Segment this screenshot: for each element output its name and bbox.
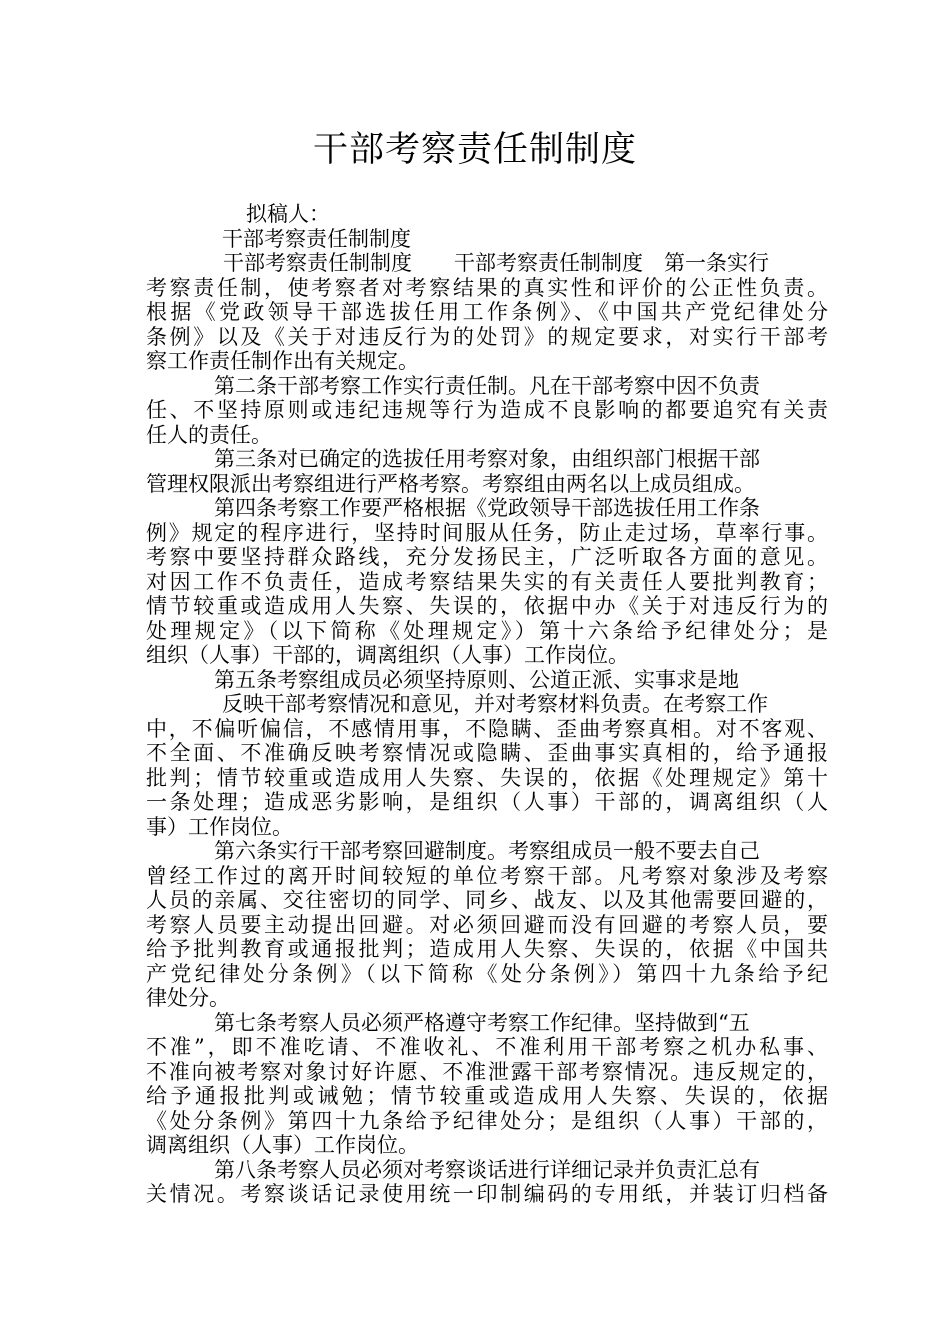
body-line: 任、不坚持原则或违纪违规等行为造成不良影响的都要追究有关责: [146, 398, 828, 422]
body-line: 批判；情节较重或造成用人失察、失误的，依据《处理规定》第十: [146, 766, 828, 790]
body-line: 事）工作岗位。: [146, 815, 293, 839]
body-line: 考察责任制，使考察者对考察结果的真实性和评价的公正性负责。: [146, 276, 828, 300]
body-line: 关情况。考察谈话记录使用统一印制编码的专用纸，并装订归档备: [146, 1182, 828, 1206]
body-line: 人员的亲属、交往密切的同学、同乡、战友、以及其他需要回避的，: [146, 888, 828, 912]
body-line: 根据《党政领导干部选拔任用工作条例》、《中国共产党纪律处分: [146, 300, 828, 324]
body-line: 一条处理；造成恶劣影响，是组织（人事）干部的，调离组织（人: [146, 790, 828, 814]
body-line: 察工作责任制作出有关规定。: [146, 349, 419, 373]
body-line: 反映干部考察情况和意见，并对考察材料负责。在考察工作: [222, 692, 768, 716]
body-line: 第四条考察工作要严格根据《党政领导干部选拔任用工作条: [214, 496, 760, 520]
body-line: 条例》以及《关于对违反行为的处罚》的规定要求，对实行干部考: [146, 325, 828, 349]
body-line: 第五条考察组成员必须坚持原则、公道正派、实事求是地: [214, 668, 739, 692]
body-line: 对因工作不负责任，造成考察结果失实的有关责任人要批判教育；: [146, 570, 828, 594]
body-line: 曾经工作过的离开时间较短的单位考察干部。凡考察对象涉及考察: [146, 864, 828, 888]
body-line: 组织（人事）干部的，调离组织（人事）工作岗位。: [146, 643, 629, 667]
document-subtitle: 干部考察责任制制度: [222, 227, 411, 251]
body-line: 任人的责任。: [146, 423, 272, 447]
body-line: 第三条对已确定的选拔任用考察对象，由组织部门根据干部: [214, 447, 760, 471]
body-line: 不准向被考察对象讨好许愿、不准泄露干部考察情况。违反规定的，: [146, 1060, 828, 1084]
body-line: 不全面、不准确反映考察情况或隐瞒、歪曲事实真相的，给予通报: [146, 741, 828, 765]
body-line: 调离组织（人事）工作岗位。: [146, 1133, 419, 1157]
body-line: 考察中要坚持群众路线，充分发扬民主，广泛听取各方面的意见。: [146, 545, 828, 569]
body-line: 给予批判教育或通报批判；造成用人失察、失误的，依据《中国共: [146, 937, 828, 961]
body-line: 管理权限派出考察组进行严格考察。考察组由两名以上成员组成。: [146, 472, 755, 496]
body-line: 处理规定》（以下简称《处理规定》）第十六条给予纪律处分；是: [146, 619, 828, 643]
document-title: 干部考察责任制制度: [312, 130, 637, 170]
body-line: 考察人员要主动提出回避。对必须回避而没有回避的考察人员，要: [146, 913, 828, 937]
body-line: 不准”，即不准吃请、不准收礼、不准利用干部考察之机办私事、: [146, 1035, 828, 1059]
body-line: 第二条干部考察工作实行责任制。凡在干部考察中因不负责: [214, 374, 760, 398]
body-line: 第八条考察人员必须对考察谈话进行详细记录并负责汇总有: [214, 1158, 760, 1182]
body-line: 《处分条例》第四十九条给予纪律处分；是组织（人事）干部的，: [146, 1109, 828, 1133]
body-line: 第六条实行干部考察回避制度。考察组成员一般不要去自己: [214, 839, 760, 863]
body-line: 中，不偏听偏信，不感情用事，不隐瞒、歪曲考察真相。对不客观、: [146, 717, 828, 741]
body-line: 第七条考察人员必须严格遵守考察工作纪律。坚持做到“五: [214, 1011, 750, 1035]
drafter-label: 拟稿人：: [246, 202, 330, 226]
body-line: 情节较重或造成用人失察、失误的，依据中办《关于对违反行为的: [146, 594, 828, 618]
body-line: 干部考察责任制制度 干部考察责任制制度 第一条实行: [223, 251, 769, 275]
body-line: 律处分。: [146, 986, 230, 1010]
body-line: 产党纪律处分条例》（以下简称《处分条例》）第四十九条给予纪: [146, 962, 828, 986]
body-line: 给予通报批判或诫勉；情节较重或造成用人失察、失误的，依据: [146, 1084, 828, 1108]
body-line: 例》规定的程序进行，坚持时间服从任务，防止走过场，草率行事。: [146, 521, 828, 545]
